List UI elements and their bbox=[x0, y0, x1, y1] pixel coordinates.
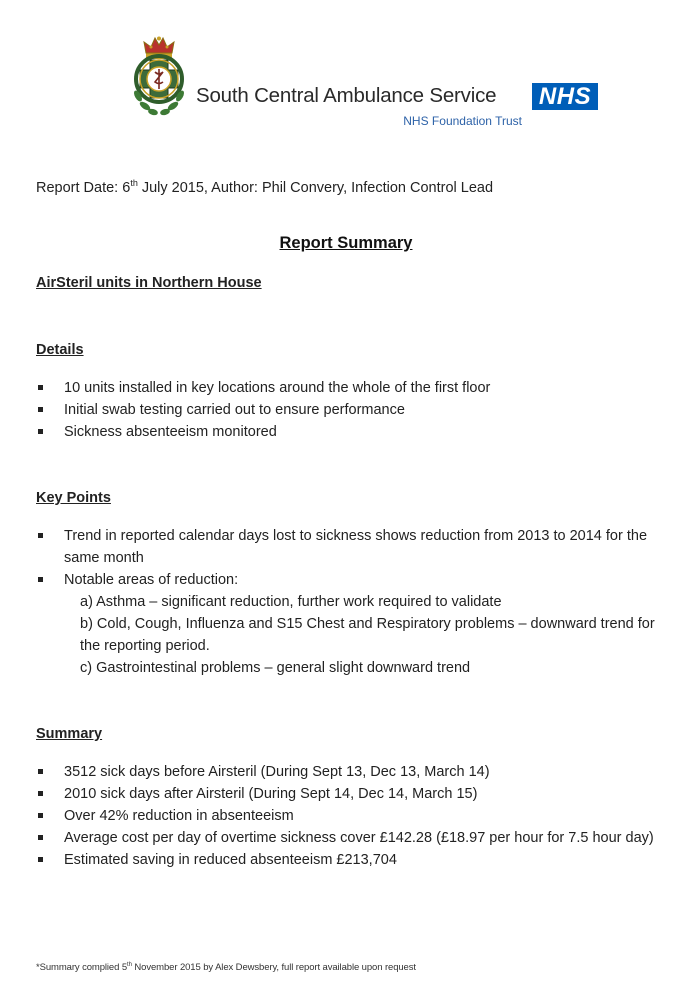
footnote bbox=[36, 962, 416, 973]
bullet-icon bbox=[38, 385, 43, 390]
key-points-heading: Key Points bbox=[36, 490, 111, 506]
details-heading: Details bbox=[36, 342, 84, 358]
trust-name: NHS Foundation Trust bbox=[403, 114, 522, 128]
list-item: Trend in reported calendar days lost to sickness shows reduction from 2013 to 2014 for the same month bbox=[36, 525, 656, 569]
list-item: c) Gastrointestinal problems – general slight downward trend bbox=[80, 660, 471, 676]
summary-list bbox=[36, 761, 656, 871]
details-list bbox=[36, 377, 656, 443]
list-item: 2010 sick days after Airsteril (During Sept 14, Dec 14, March 15) bbox=[36, 783, 656, 805]
bullet-icon bbox=[38, 407, 43, 412]
bullet-icon bbox=[38, 791, 43, 796]
footnote-prefix: *Summary complied 5 bbox=[36, 962, 128, 974]
report-date-suffix: July 2015, Author: Phil Convery, Infection Control Lead bbox=[137, 179, 494, 196]
bullet-icon bbox=[38, 813, 43, 818]
bullet-icon bbox=[38, 857, 43, 862]
list-item: Initial swab testing carried out to ensure performance bbox=[36, 399, 656, 421]
list-item: 10 units installed in key locations around the whole of the first floor bbox=[36, 377, 656, 399]
footnote-suffix: November 2015 by Alex Dewsbery, full report available upon request bbox=[131, 962, 416, 974]
summary-heading: Summary bbox=[36, 726, 103, 742]
list-item: b) Cold, Cough, Influenza and S15 Chest and Respiratory problems – downward trend for the reporting period. bbox=[80, 616, 655, 654]
list-item: 3512 sick days before Airsteril (During Sept 13, Dec 13, March 14) bbox=[36, 761, 656, 783]
report-date-prefix: Report Date: 6 bbox=[36, 179, 131, 196]
report-title: Report Summary bbox=[279, 234, 413, 252]
list-item: Average cost per day of overtime sickness cover £142.28 (£18.97 per hour for 7.5 hour day) bbox=[36, 827, 656, 849]
ambulance-service-crest-logo bbox=[126, 36, 192, 126]
report-subject-heading: AirSteril units in Northern House bbox=[36, 275, 262, 291]
list-item: Notable areas of reduction: a) Asthma – significant reduction, further work required to validate b) Cold, Cough, Influenza and S15 Chest and Respiratory problems – downward trend for the reporting period. c) Gastrointestinal problems – general slight downward trend bbox=[36, 569, 656, 679]
list-item: a) Asthma – significant reduction, further work required to validate bbox=[80, 594, 502, 610]
bullet-icon bbox=[38, 429, 43, 434]
bullet-icon bbox=[38, 533, 43, 538]
list-item: Sickness absenteeism monitored bbox=[36, 421, 656, 443]
footnote-ordinal: th bbox=[127, 962, 132, 968]
key-points-list bbox=[36, 525, 656, 679]
report-date-line bbox=[36, 178, 493, 196]
bullet-icon bbox=[38, 835, 43, 840]
bullet-icon bbox=[38, 577, 43, 582]
organisation-name: South Central Ambulance Service bbox=[196, 84, 497, 107]
letterhead bbox=[126, 36, 606, 131]
bullet-icon bbox=[38, 769, 43, 774]
report-date-ordinal: th bbox=[130, 178, 138, 188]
list-item: Over 42% reduction in absenteeism bbox=[36, 805, 656, 827]
list-item: Estimated saving in reduced absenteeism £213,704 bbox=[36, 849, 656, 871]
reduction-areas-list bbox=[64, 591, 656, 679]
nhs-logo-badge: NHS bbox=[532, 83, 598, 110]
